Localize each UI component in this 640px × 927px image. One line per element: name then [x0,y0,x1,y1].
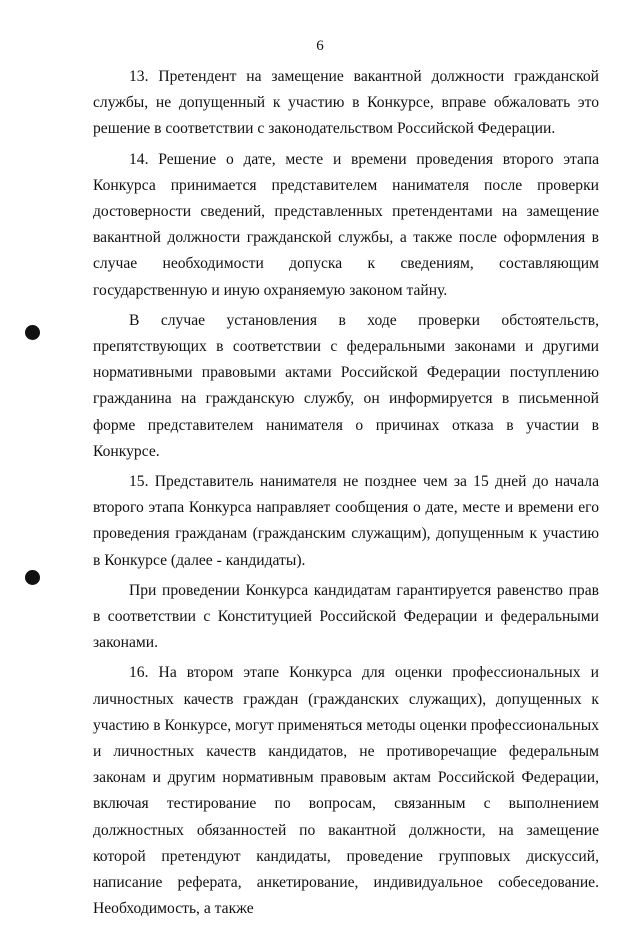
document-body [93,64,599,927]
paragraph-14-refusal: В случае установления в ходе проверки обстоятельств, препятствующих в соответствии с федеральными законами и другими нормативными правовыми актами Российской Федерации поступлению гражданина на гражданскую службу, он информируется в письменной форме представителем нанимателя о причинах отказа в участии в Конкурсе. [93,311,599,460]
paragraph-13: 13. Претендент на замещение вакантной должности гражданской службы, не допущенный к участию в Конкурсе, вправе обжаловать это решение в соответствии с законодательством Российской Федерации. [93,68,599,138]
punch-hole-mark [25,570,40,585]
page-number: 6 [316,38,324,54]
paragraph-16: 16. На втором этапе Конкурса для оценки профессиональных и личностных качеств граждан (гражданских служащих), допущенных к участию в Конкурсе, могут применяться методы оценки профессиональных и личностных качеств кандидатов, не противоречащие федеральным законам и другим нормативным правовым актам Российской Федерации, включая тестирование по вопросам, связанным с выполнением должностных обязанностей по вакантной должности, на замещение которой претендуют кандидаты, проведение групповых дискуссий, написание реферата, анкетирование, индивидуальное собеседование. Необходимость, а также [93,664,599,918]
punch-hole-mark [25,325,40,340]
paragraph-15-equality: При проведении Конкурса кандидатам гарантируется равенство прав в соответствии с Конституцией Российской Федерации и федеральными законами. [93,581,599,652]
paragraph-14: 14. Решение о дате, месте и времени проведения второго этапа Конкурса принимается представителем нанимателя после проверки достоверности сведений, представленных претендентами на замещение вакантной должности гражданской службы, а также после оформления в случае необходимости допуска к сведениям, составляющим государственную и иную охраняемую законом тайну. [93,150,599,299]
paragraph-15: 15. Представитель нанимателя не позднее чем за 15 дней до начала второго этапа Конкурса направляет сообщения о дате, месте и времени его проведения гражданам (гражданским служащим), допущенным к участию в Конкурсе (далее - кандидаты). [93,473,599,569]
